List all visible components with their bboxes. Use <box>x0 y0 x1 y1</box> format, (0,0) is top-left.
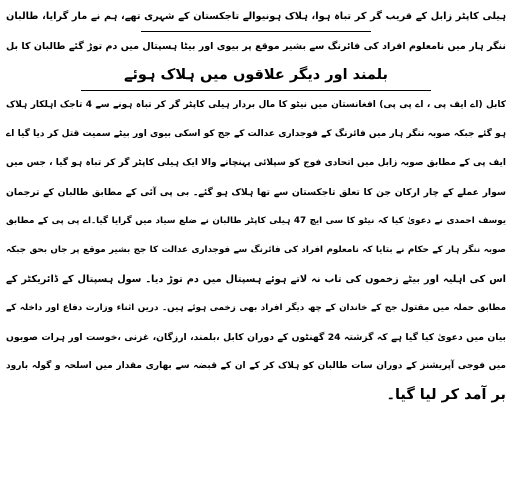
body-line: کابل (اے ایف پی ، اے پی پی) افغانستان میں نیٹو کا مال بردار ہیلی کاپٹر گر کر تباہ ہونے سے 4 تاجک اہلکار ہلاک <box>6 100 506 110</box>
body-line: میں فوجی آپریشنز کے دوران سات طالبان کو ہلاک کر کے ان کے قبضہ سے بھاری مقدار میں اسلحہ و گولہ بارود <box>6 361 506 371</box>
headline-block <box>6 2 506 91</box>
body-line: ہو گئے جبکہ صوبہ ننگر ہار میں فائرنگ کے فوجداری عدالت کے جج کو اسکی بیوی اور بیٹے سمیت قتل کر دیا گیا اے <box>6 129 506 139</box>
body-line: اس کی اہلیہ اور بیٹے زخموں کی تاب نہ لاتے ہوئے ہسپتال میں دم توڑ دیا۔ سول ہسپتال کے ڈائریکٹر کے <box>6 274 506 285</box>
body-line: یوسف احمدی نے دعویٰ کیا کہ نیٹو کا سی ایچ 47 ہیلی کاپٹر طالبان نے ضلع سیاد میں گرایا گیا۔اے پی پی کے مطابق <box>6 216 506 226</box>
body-line: ایف پی کے مطابق صوبہ زابل میں اتحادی فوج کو سپلائی پہنچانے والا ایک ہیلی کاپٹر گر کر تباہ ہو گیا ، جس میں <box>6 158 506 168</box>
body-line: سوار عملے کے چار ارکان جن کا تعلق تاجکستان سے تھا ہلاک ہو گئے۔ بی پی آئی کے مطابق طالبان کے ترجمان <box>6 187 506 198</box>
headline-line: ننگر ہار میں نامعلوم افراد کی فائرنگ سے بشیر موقع پر بیوی اور بیٹا ہسپتال میں دم توڑ گئے طالبان کا بل <box>6 41 506 52</box>
headline-line: ہیلی کاپٹر زابل کے قریب گر کر تباہ ہوا، ہلاک ہونیوالے تاجکستان کے شہری تھے، ہم نے مار گرایا، طالبان <box>6 11 506 22</box>
body-line: بیان میں دعویٰ کیا گیا ہے کہ گزشتہ 24 گھنٹوں کے دوران کابل ،بلمند، ارزگان، غزنی ،خوست اور ہرات صوبوں <box>6 332 506 343</box>
headline-line: بلمند اور دیگر علاقوں میں ہلاک ہوئے <box>123 67 389 83</box>
body-line: صوبہ ننگر ہار کے حکام نے بتایا کہ نامعلوم افراد کی فائرنگ سے فوجداری عدالت کا جج بشیر موقع پر جاں بحق جبکہ <box>6 245 506 255</box>
body-line: بر آمد کر لیا گیا۔ <box>386 387 506 403</box>
body-line: مطابق حملہ میں مقتول جج کے خاندان کے چھ دیگر افراد بھی زخمی ہوئے ہیں۔ دریں اثناء وزارت دفاع اور داخلہ کے <box>6 303 506 313</box>
article-body <box>6 91 506 410</box>
